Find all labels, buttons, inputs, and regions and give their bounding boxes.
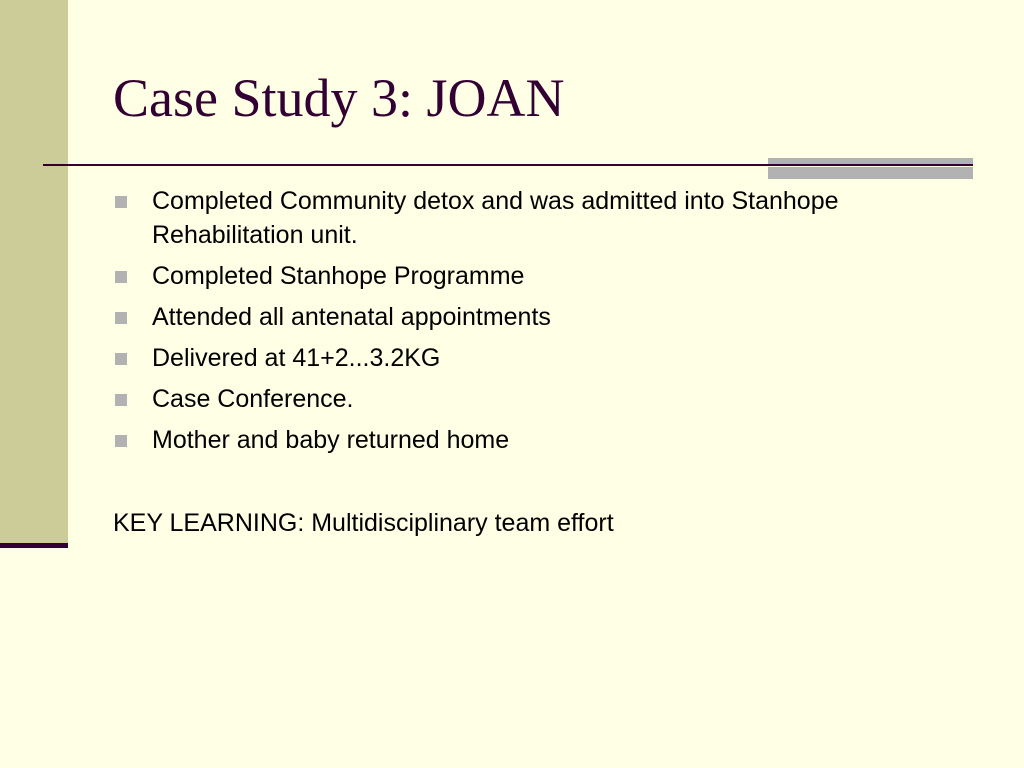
bullet-item xyxy=(113,423,953,457)
square-bullet-icon xyxy=(115,271,127,283)
bullet-item xyxy=(113,184,953,252)
square-bullet-icon xyxy=(115,312,127,324)
bullet-list xyxy=(113,184,953,464)
bullet-item xyxy=(113,382,953,416)
bullet-text: Delivered at 41+2...3.2KG xyxy=(152,344,441,372)
bullet-text: Case Conference. xyxy=(152,385,354,413)
bullet-item xyxy=(113,259,953,293)
key-learning-note: KEY LEARNING: Multidisciplinary team effort xyxy=(113,509,614,537)
square-bullet-icon xyxy=(115,435,127,447)
left-band-accent-bar xyxy=(0,543,68,548)
title-divider-bar-lower xyxy=(768,167,973,179)
title-divider-bar-upper xyxy=(768,158,973,164)
square-bullet-icon xyxy=(115,196,127,208)
square-bullet-icon xyxy=(115,353,127,365)
title-divider-line xyxy=(43,164,973,166)
bullet-text: Mother and baby returned home xyxy=(152,426,510,454)
bullet-item xyxy=(113,300,953,334)
square-bullet-icon xyxy=(115,394,127,406)
bullet-text: Completed Stanhope Programme xyxy=(152,262,525,290)
slide-title: Case Study 3: JOAN xyxy=(113,68,565,128)
bullet-item xyxy=(113,341,953,375)
left-decorative-band xyxy=(0,0,68,545)
bullet-text: Completed Community detox and was admitted into Stanhope Rehabilitation unit. xyxy=(152,187,839,249)
bullet-text: Attended all antenatal appointments xyxy=(152,303,551,331)
